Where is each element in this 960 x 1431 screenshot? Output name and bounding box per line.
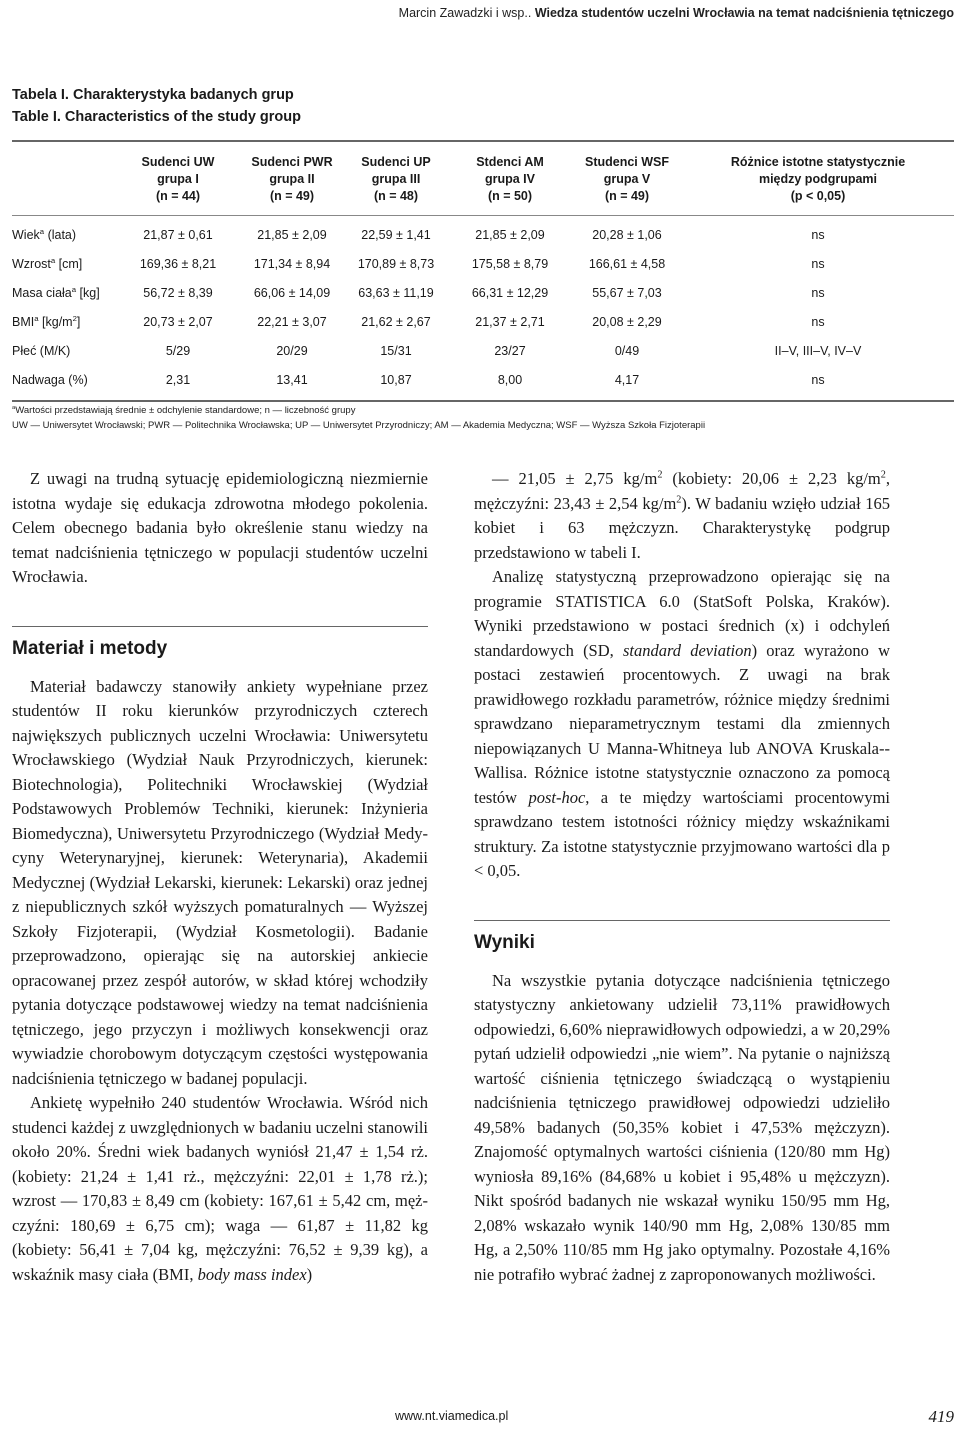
table-header-cell: Różnice istotne statystycznie między podgrupami (p < 0,05) — [730, 155, 906, 203]
table-row — [12, 336, 954, 365]
table-body — [12, 216, 954, 394]
section-rule — [474, 920, 890, 921]
running-head-authors: Marcin Zawadzki i wsp. — [398, 6, 528, 20]
table-bottom-rule — [12, 400, 954, 402]
section-rule — [12, 626, 428, 627]
table-footnotes — [12, 403, 705, 433]
table-cell: ns — [811, 256, 825, 271]
page-number: 419 — [928, 1407, 954, 1426]
data-table-container — [12, 140, 954, 402]
table-cell: 5/29 — [165, 343, 191, 358]
table-cell: 2,31 — [165, 372, 191, 387]
row-label: Wiek$^a$ (lata) — [12, 226, 77, 242]
table-cell: 21,85 ± 2,09 — [475, 227, 545, 242]
running-head: Marcin Zawadzki i wsp.. Wiedza studentów uczelni Wrocławia na temat nadciśnienia tętniczego — [398, 6, 954, 20]
table-header-cell: Sudenci UP grupa III (n = 48) — [361, 155, 431, 203]
table-cell: 20,28 ± 1,06 — [592, 227, 662, 242]
table-cell: 175,58 ± 8,79 — [471, 256, 549, 271]
table-cell: 4,17 — [614, 372, 640, 387]
table-cell: 20,73 ± 2,07 — [143, 314, 213, 329]
table-caption-en: Table I. Characteristics of the study group — [12, 109, 301, 125]
table-cell: 0/49 — [614, 343, 640, 358]
table-cell: 22,21 ± 3,07 — [257, 314, 327, 329]
table-cell: 170,89 ± 8,73 — [357, 256, 435, 271]
table-header-cell: Sudenci UW grupa I (n = 44) — [141, 155, 215, 203]
table-cell: 66,31 ± 12,29 — [471, 285, 549, 300]
paragraph: Materiał badawczy stanowiły ankiety wypełniane przez studentów II roku kierunków przyrodniczych czterech największych publicznych uczelni Wrocławia: Uniwersytetu Wrocławskiego (Wydział Nauk Przyrodniczych, kierunek: Biotechnologia), Politechniki Wrocławskiej (Wydział Podstawowych Problemów Techniki, kierunek: Inżynieria Biomedyczna), Uniwersytetu Przyrodniczego (Wydział Medycyny Weterynaryjnej, kierunek: Weterynaria), Akademii Medycznej (Wydział Lekarski, kierunek: Lekarski) oraz jednej z niepublicznych szkół wyższych pomaturalnych — Wyższej Szkoły Fizjoterapii, (Wydział Kosmetologii). Badanie przeprowadzono, opierając się na autorskiej ankiecie opracowanej przez zespół autorów, w skład której wchodziły pytania dotyczące podstawowej wiedzy na temat nadciśnienia tętniczego, jego przyczyn i możliwych konsekwencji oraz wywiadzie chorobowym dotyczącym częstości występowania nadciśnienia tętniczego w badanej populacji. — [12, 676, 428, 1088]
table-row — [12, 249, 954, 278]
right-column — [474, 467, 890, 1287]
running-head-title: Wiedza studentów uczelni Wrocławia na temat nadciśnienia tętniczego — [534, 6, 954, 20]
table-cell: 166,61 ± 4,58 — [588, 256, 666, 271]
table-cell: 66,06 ± 14,09 — [253, 285, 331, 300]
table-cell: 22,59 ± 1,41 — [361, 227, 431, 242]
row-label: Masa ciała$^a$ [kg] — [12, 284, 100, 300]
paragraph: — 21,05 ± 2,75 $kg/m^2$ (kobiety: 20,06 ± 2,23 $kg/m^2$, mężczyźni: 23,43 ± 2,54 $kg/m^2$). W badaniu wzięło udział 165 kobiet i 63 mężczyzn. Charakterystykę podgrup przedstawiono w tabeli I. — [474, 469, 890, 562]
table-cell: 56,72 ± 8,39 — [143, 285, 213, 300]
table-cell: 21,62 ± 2,67 — [361, 314, 431, 329]
table-header-empty — [12, 142, 116, 209]
table-cell: ns — [811, 227, 825, 242]
paragraph: Analizę statystyczną przeprowadzono opierając się na programie STATISTICA 6.0 (StatSoft Polska, Kraków). Wyniki przedstawiono w postaci średnich (x) i odchyleń standardowych (SD, standard deviation) oraz wyrażono w postaci zestawień procentowych. Z uwagi na brak prawidłowego rozkładu parametrów, różnice między średnimi sprawdzano nieparametrycznym testami dla zmiennych niepowiązanych U Manna-Whitneya lub ANOVA Kruskala--Wallisa. Różnice istotne statystycznie oznaczono za pomocą testów post-hoc, a te między wartościami procentowymi sprawdzano testem istotności różnicy między wskaźnikami struktury. Za istotne statystycznie przyjmowano wartości dla p < 0,05. — [474, 567, 891, 880]
table-row — [12, 216, 954, 249]
characteristics-table — [12, 142, 954, 394]
section-heading: Materiał i metody — [12, 637, 168, 659]
table-cell: ns — [811, 372, 825, 387]
table-row — [12, 365, 954, 394]
table-cell: 8,00 — [497, 372, 523, 387]
footer-url: www.nt.viamedica.pl — [395, 1409, 509, 1423]
table-caption-pl: Tabela I. Charakterystyka badanych grup — [12, 87, 294, 103]
footnote-a: $^a$Wartości przedstawiają średnie ± odchylenie standardowe; n — liczebność grupy — [12, 404, 356, 416]
row-label: Nadwaga (%) — [12, 372, 88, 387]
table-row — [12, 278, 954, 307]
table-cell: 21,85 ± 2,09 — [257, 227, 327, 242]
table-cell: 10,87 — [380, 372, 412, 387]
section-results — [474, 920, 890, 955]
row-label: Wzrost$^a$ [cm] — [12, 255, 83, 271]
table-cell: 171,34 ± 8,94 — [253, 256, 331, 271]
table-header-cell: Studenci WSF grupa V (n = 49) — [584, 155, 670, 203]
table-caption — [12, 84, 301, 128]
table-cell: ns — [811, 314, 825, 329]
table-cell: 55,67 ± 7,03 — [592, 285, 662, 300]
table-row — [12, 307, 954, 336]
table-header-cell: Sudenci PWR grupa II (n = 49) — [251, 155, 333, 203]
row-label: BMI$^a$ $[kg/m^2]$ — [12, 313, 81, 329]
table-cell: 63,63 ± 11,19 — [358, 285, 434, 300]
footnote-abbreviations: UW — Uniwersytet Wrocławski; PWR — Politechnika Wrocławska; UP — Uniwersytet Przyrodniczy; AM — Akademia Medyczna; WSF — Wyższa Szkoła Fizjoterapii — [12, 420, 706, 431]
table-cell: 169,36 ± 8,21 — [139, 256, 217, 271]
table-cell: 13,41 — [276, 372, 308, 387]
section-materials-methods — [12, 626, 428, 661]
paragraph: Na wszystkie pytania dotyczące nadciśnienia tętniczego statystyczny ankietowany udzielił 73,11% prawidłowych odpowiedzi, 6,60% nieprawidłowych odpowiedzi, a w 20,29% pytań udzielił odpowiedzi „nie wiem”. Na pytanie o najniższą wartość ciśnienia tętniczego świadczącą o wystąpieniu nadciśnienia tętniczego prawidłowej odpowiedzi udzieliło 49,58% badanych (50,35% kobiet i 47,53% mężczyzn). Znajomość optymalnych wartości ciśnienia (120/80 mm Hg) wyniosła 89,16% (84,68% u kobiet i 95,48% u mężczyzn). Nikt spośród badanych nie wskazał wyniku 150/95 mm Hg, 2,08% wskazało wynik 140/90 mm Hg, 2,08% 130/85 mm Hg, a 2,50% 110/85 mm Hg jako optymalny. Pozostałe 4,16% nie potrafiło wybrać żadnej z zaproponowanych możliwości. — [474, 970, 890, 1284]
intro-paragraph: Z uwagi na trudną sytuację epidemiologiczną niezmiernie istotna wydaje się edukacja zdrowotna młodego pokolenia. Celem obecnego badania było określenie stanu wiedzy na temat nadciśnienia tętniczego w populacji studentów uczelni Wrocławia. — [12, 469, 428, 586]
table-cell: 21,37 ± 2,71 — [475, 314, 545, 329]
paragraph: Ankietę wypełniło 240 studentów Wrocławia. Wśród nich studenci każdej z uwzględnionych w badaniu uczelni stanowili około 20%. Średni wiek badanych wyniósł 21,47 ± 1,54 rż. (kobiety: 21,24 ± 1,41 rż., mężczyźni: 22,01 ± 1,78 rż.); wzrost — 170,83 ± 8,49 cm (kobiety: 167,61 ± 5,42 cm, mężczyźni: 180,69 ± 6,75 cm); waga — 61,87 ± 11,82 kg (kobiety: 56,41 ± 7,04 kg, mężczyźni: 76,52 ± 9,39 kg), a wskaźnik masy ciała (BMI, body mass index) — [12, 1093, 428, 1284]
table-header-row — [12, 142, 954, 209]
section-heading: Wyniki — [474, 931, 535, 953]
table-cell: 23/27 — [494, 343, 526, 358]
table-header-cell: Stdenci AM grupa IV (n = 50) — [476, 155, 544, 203]
left-column — [12, 467, 428, 1287]
table-cell: 20,08 ± 2,29 — [592, 314, 662, 329]
table-cell: 20/29 — [276, 343, 308, 358]
table-cell: ns — [811, 285, 825, 300]
table-cell: 21,87 ± 0,61 — [143, 227, 213, 242]
table-cell: 15/31 — [380, 343, 412, 358]
table-cell: II–V, III–V, IV–V — [774, 343, 862, 358]
row-label: Płeć (M/K) — [12, 343, 71, 358]
